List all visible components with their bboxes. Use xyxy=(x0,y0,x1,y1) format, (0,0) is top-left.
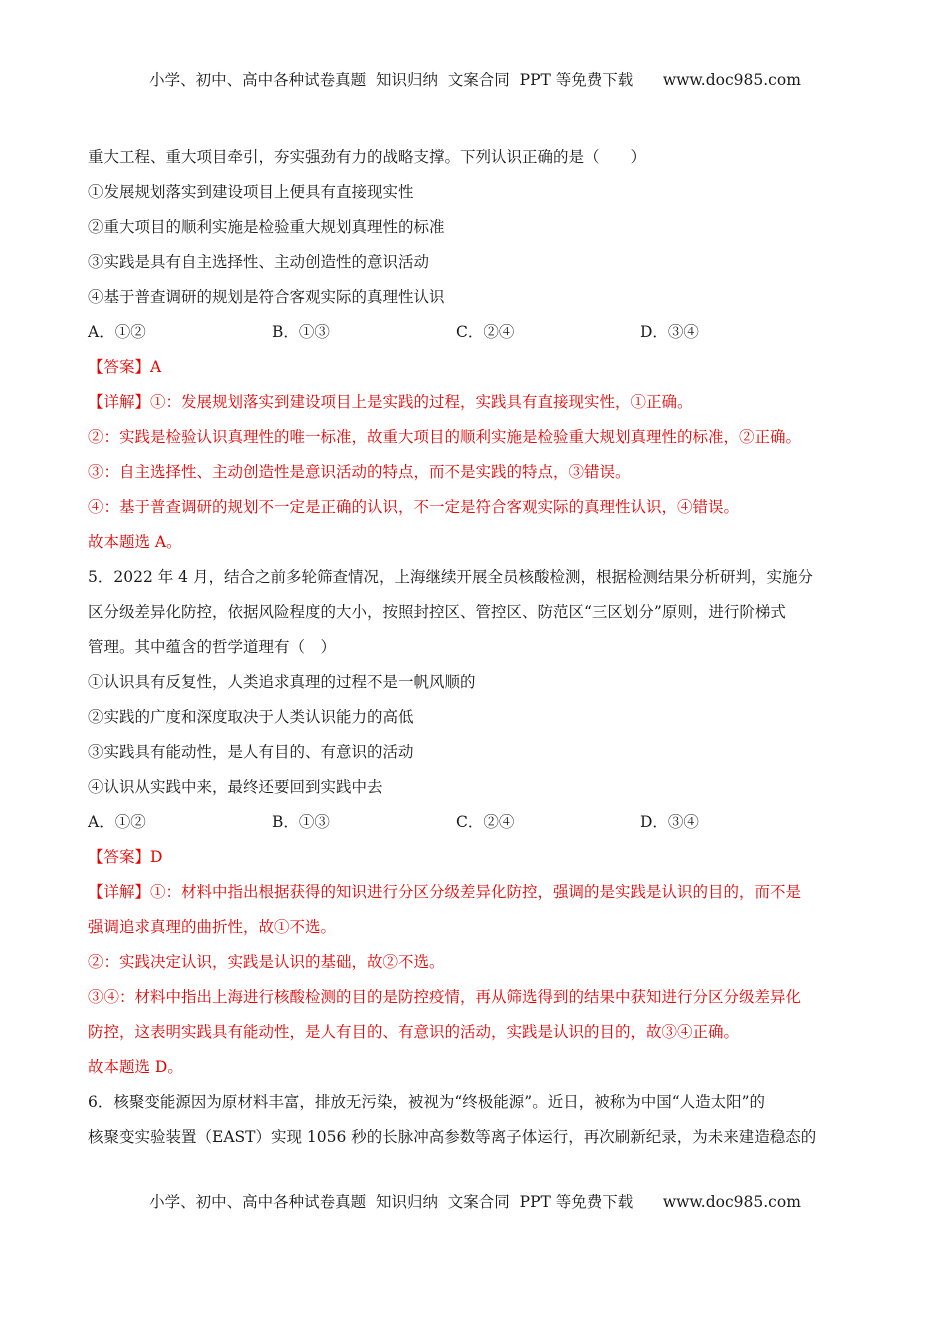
q5-option-c: C．②④ xyxy=(456,813,515,831)
q5-conclusion: 故本题选 D。 xyxy=(88,1058,183,1076)
q4-explain-4: ④：基于普查调研的规划不一定是正确的认识，不一定是符合客观实际的真理性认识，④错误。 xyxy=(88,498,740,516)
q4-options xyxy=(88,317,863,352)
q4-item-4: ④基于普查调研的规划是符合客观实际的真理性认识 xyxy=(88,288,445,306)
q4-option-d: D．③④ xyxy=(640,323,699,341)
q5-item-4: ④认识从实践中来，最终还要回到实践中去 xyxy=(88,778,383,796)
q4-conclusion: 故本题选 A。 xyxy=(88,533,182,551)
q4-explain-3: ③：自主选择性、主动创造性是意识活动的特点，而不是实践的特点，③错误。 xyxy=(88,463,631,481)
q4-explain-2: ②：实践是检验认识真理性的唯一标准，故重大项目的顺利实施是检验重大规划真理性的标准，②正确。 xyxy=(88,428,802,446)
q5-option-b: B．①③ xyxy=(272,813,330,831)
q5-stem-2: 区分级差异化防控，依据风险程度的大小，按照封控区、管控区、防范区“三区划分”原则，进行阶梯式 xyxy=(88,603,786,621)
q5-explain-5: 防控，这表明实践具有能动性，是人有目的、有意识的活动，实践是认识的目的，故③④正确。 xyxy=(88,1023,740,1041)
page-header: 小学、初中、高中各种试卷真题 知识归纳 文案合同 PPT 等免费下载 www.doc985.com xyxy=(149,71,801,89)
q5-item-1: ①认识具有反复性，人类追求真理的过程不是一帆风顺的 xyxy=(88,673,476,691)
q5-option-d: D．③④ xyxy=(640,813,699,831)
q4-option-a: A．①② xyxy=(88,323,146,341)
q6-stem-2: 核聚变实验装置（EAST）实现 1056 秒的长脉冲高参数等离子体运行，再次刷新纪录，为未来建造稳态的 xyxy=(88,1128,817,1146)
q5-explain-4: ③④：材料中指出上海进行核酸检测的目的是防控疫情，再从筛选得到的结果中获知进行分区分级差异化 xyxy=(88,988,802,1006)
q4-option-c: C．②④ xyxy=(456,323,515,341)
q5-explain-3: ②：实践决定认识，实践是认识的基础，故②不选。 xyxy=(88,953,445,971)
page-footer: 小学、初中、高中各种试卷真题 知识归纳 文案合同 PPT 等免费下载 www.doc985.com xyxy=(149,1193,801,1211)
q4-stem: 重大工程、重大项目牵引，夯实强劲有力的战略支撑。下列认识正确的是（ ） xyxy=(88,148,647,166)
q5-stem-3: 管理。其中蕴含的哲学道理有（ ） xyxy=(88,638,337,656)
q5-explain-2: 强调追求真理的曲折性，故①不选。 xyxy=(88,918,337,936)
q5-stem-1: 5．2022 年 4 月，结合之前多轮筛查情况，上海继续开展全员核酸检测，根据检测结果分析研判，实施分 xyxy=(88,568,813,586)
q5-option-a: A．①② xyxy=(88,813,146,831)
q4-item-2: ②重大项目的顺利实施是检验重大规划真理性的标准 xyxy=(88,218,445,236)
q5-answer: 【答案】D xyxy=(88,848,163,866)
q4-option-b: B．①③ xyxy=(272,323,330,341)
q5-explain-1: 【详解】①：材料中指出根据获得的知识进行分区分级差异化防控，强调的是实践是认识的目的，而不是 xyxy=(88,883,802,901)
q5-item-3: ③实践具有能动性，是人有目的、有意识的活动 xyxy=(88,743,414,761)
q6-stem-1: 6．核聚变能源因为原材料丰富，排放无污染，被视为“终极能源”。近日，被称为中国“人造太阳”的 xyxy=(88,1093,766,1111)
q4-item-3: ③实践是具有自主选择性、主动创造性的意识活动 xyxy=(88,253,430,271)
q4-answer: 【答案】A xyxy=(88,358,162,376)
q4-item-1: ①发展规划落实到建设项目上便具有直接现实性 xyxy=(88,183,414,201)
q5-options xyxy=(88,807,863,842)
q5-item-2: ②实践的广度和深度取决于人类认识能力的高低 xyxy=(88,708,414,726)
page-content xyxy=(88,142,863,1157)
q4-explain-1: 【详解】①：发展规划落实到建设项目上是实践的过程，实践具有直接现实性，①正确。 xyxy=(88,393,693,411)
